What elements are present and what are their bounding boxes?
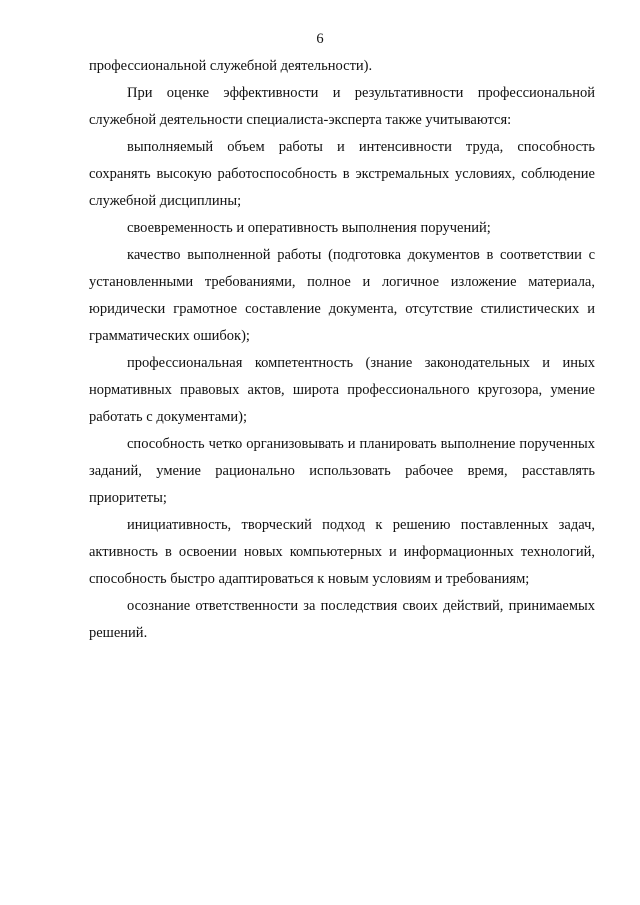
list-item-workload: выполняемый объем работы и интенсивности труда, способность сохранять высокую работоспособность в экстремальных условиях, соблюдение служебной дисциплины; (89, 139, 595, 209)
paragraph-intro: При оценке эффективности и результативности профессиональной служебной деятельности специалиста-эксперта также учитываются: (89, 85, 595, 128)
page-number: 6 (316, 31, 324, 47)
document-body (89, 53, 595, 647)
paragraph-continuation: профессиональной служебной деятельности). (89, 58, 373, 74)
list-item-competence: профессиональная компетентность (знание законодательных и иных нормативных правовых актов, широта профессионального кругозора, умение работать с документами); (89, 355, 595, 425)
list-item-timeliness: своевременность и оперативность выполнения поручений; (127, 220, 491, 236)
list-item-planning: способность четко организовывать и планировать выполнение порученных заданий, умение рационально использовать рабочее время, расставлять приоритеты; (89, 436, 595, 506)
list-item-initiative: инициативность, творческий подход к решению поставленных задач, активность в освоении новых компьютерных и информационных технологий, способность быстро адаптироваться к новым условиям и требованиям; (89, 517, 595, 587)
list-item-work-quality: качество выполненной работы (подготовка документов в соответствии с установленными требованиями, полное и логичное изложение материала, юридически грамотное составление документа, отсутствие стилистических и грамматических ошибок); (89, 247, 595, 344)
list-item-responsibility: осознание ответственности за последствия своих действий, принимаемых решений. (89, 598, 595, 641)
